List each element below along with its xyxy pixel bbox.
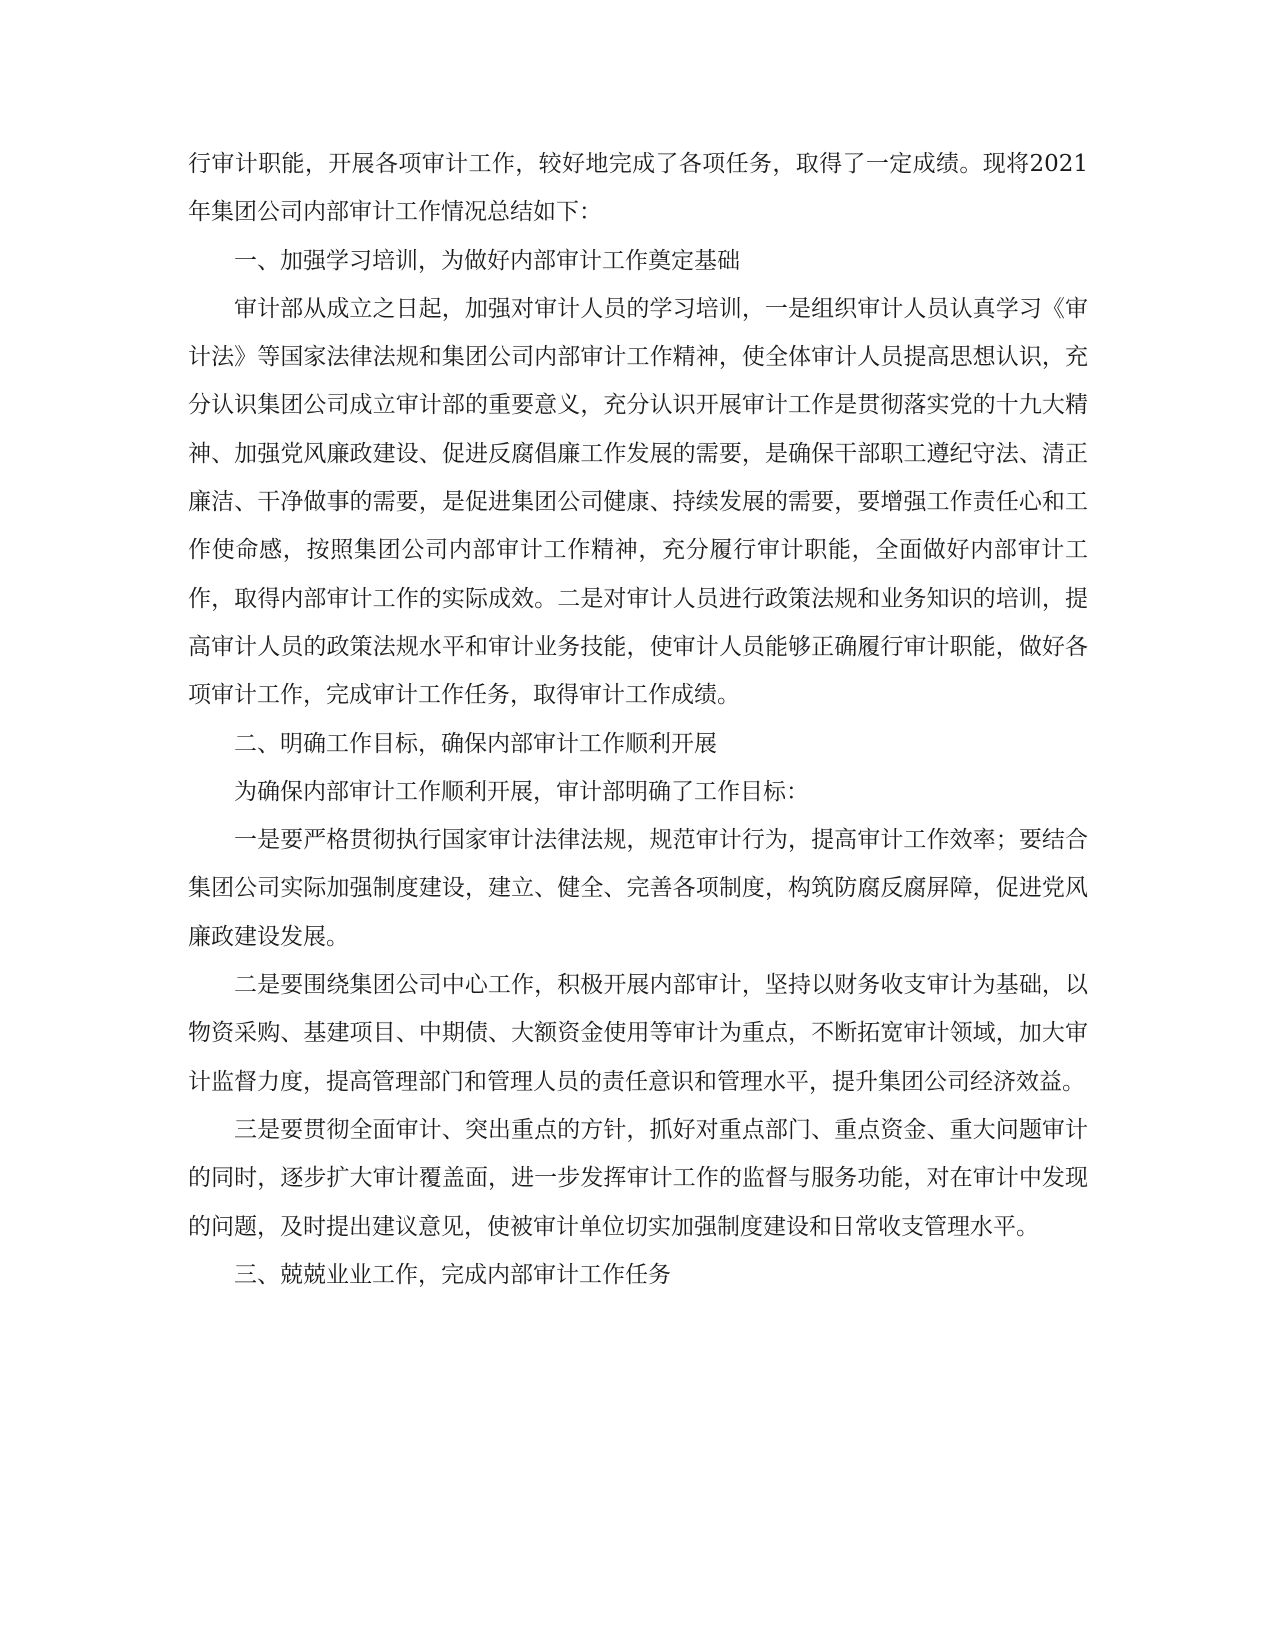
paragraph-goal-1: 一是要严格贯彻执行国家审计法律法规，规范审计行为，提高审计工作效率；要结合集团公司实际加强制度建设，建立、健全、完善各项制度，构筑防腐反腐屏障，促进党风廉政建设发展。 (188, 827, 1088, 950)
section-heading-1: 一、加强学习培训，为做好内部审计工作奠定基础 (234, 247, 740, 274)
document-body (188, 140, 1088, 1299)
section-heading-3: 三、兢兢业业工作，完成内部审计工作任务 (234, 1261, 671, 1288)
paragraph-goals-intro: 为确保内部审计工作顺利开展，审计部明确了工作目标： (234, 778, 809, 805)
paragraph-training: 审计部从成立之日起，加强对审计人员的学习培训，一是组织审计人员认真学习《审计法》等国家法律法规和集团公司内部审计工作精神，使全体审计人员提高思想认识，充分认识集团公司成立审计部的重要意义，充分认识开展审计工作是贯彻落实党的十九大精神、加强党风廉政建设、促进反腐倡廉工作发展的需要，是确保干部职工遵纪守法、清正廉洁、干净做事的需要，是促进集团公司健康、持续发展的需要，要增强工作责任心和工作使命感，按照集团公司内部审计工作精神，充分履行审计职能，全面做好内部审计工作，取得内部审计工作的实际成效。二是对审计人员进行政策法规和业务知识的培训，提高审计人员的政策法规水平和审计业务技能，使审计人员能够正确履行审计职能，做好各项审计工作，完成审计工作任务，取得审计工作成绩。 (188, 295, 1088, 709)
paragraph-goal-3: 三是要贯彻全面审计、突出重点的方针，抓好对重点部门、重点资金、重大问题审计的同时，逐步扩大审计覆盖面，进一步发挥审计工作的监督与服务功能，对在审计中发现的问题，及时提出建议意见，使被审计单位切实加强制度建设和日常收支管理水平。 (188, 1116, 1088, 1240)
section-heading-2: 二、明确工作目标，确保内部审计工作顺利开展 (234, 730, 717, 757)
paragraph-goal-2: 二是要围绕集团公司中心工作，积极开展内部审计，坚持以财务收支审计为基础，以物资采购、基建项目、中期债、大额资金使用等审计为重点，不断拓宽审计领域，加大审计监督力度，提高管理部门和管理人员的责任意识和管理水平，提升集团公司经济效益。 (188, 972, 1088, 1095)
paragraph-intro-continuation: 行审计职能，开展各项审计工作，较好地完成了各项任务，取得了一定成绩。现将2021年集团公司内部审计工作情况总结如下： (188, 151, 1088, 226)
